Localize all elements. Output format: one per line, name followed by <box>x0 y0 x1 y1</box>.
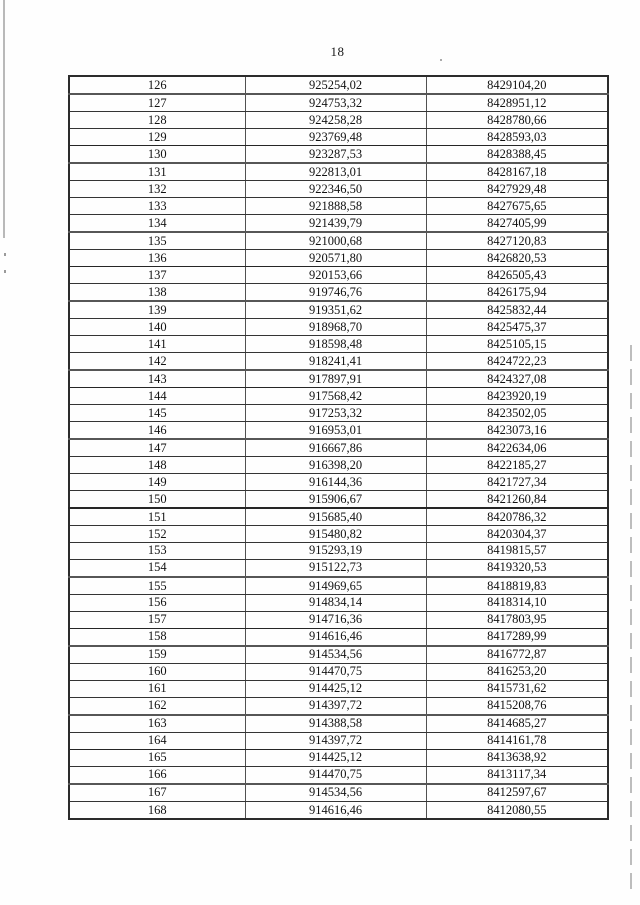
value-column-1-cell: 914397,72 <box>245 697 426 715</box>
table-row <box>69 542 608 559</box>
value-column-2-cell: 8428167,18 <box>426 163 608 181</box>
value-column-2-cell: 8422185,27 <box>426 456 608 473</box>
scan-artifact-left-edge <box>3 0 5 238</box>
table-row <box>69 283 608 301</box>
value-column-1-cell: 922346,50 <box>245 181 426 198</box>
table-row <box>69 801 608 819</box>
value-column-1-cell: 915480,82 <box>245 525 426 542</box>
value-column-1-cell: 923287,53 <box>245 146 426 164</box>
value-column-2-cell: 8413638,92 <box>426 749 608 766</box>
table-row <box>69 301 608 319</box>
value-column-1-cell: 917568,42 <box>245 387 426 404</box>
table-row <box>69 250 608 267</box>
value-column-1-cell: 920153,66 <box>245 267 426 284</box>
table-row <box>69 335 608 352</box>
row-index-cell: 149 <box>69 473 245 490</box>
row-index-cell: 144 <box>69 387 245 404</box>
table-row <box>69 129 608 146</box>
value-column-2-cell: 8413117,34 <box>426 766 608 784</box>
row-index-cell: 145 <box>69 404 245 421</box>
value-column-2-cell: 8412597,67 <box>426 784 608 802</box>
value-column-2-cell: 8419815,57 <box>426 542 608 559</box>
value-column-1-cell: 915685,40 <box>245 508 426 526</box>
value-column-1-cell: 924258,28 <box>245 112 426 129</box>
value-column-1-cell: 924753,32 <box>245 94 426 112</box>
table-row <box>69 94 608 112</box>
value-column-1-cell: 914425,12 <box>245 680 426 697</box>
value-column-1-cell: 916667,86 <box>245 439 426 457</box>
table-row <box>69 421 608 439</box>
table-row <box>69 163 608 181</box>
table-row <box>69 577 608 595</box>
value-column-1-cell: 914470,75 <box>245 663 426 680</box>
table-row <box>69 525 608 542</box>
row-index-cell: 130 <box>69 146 245 164</box>
table-row <box>69 473 608 490</box>
row-index-cell: 141 <box>69 335 245 352</box>
table-row <box>69 749 608 766</box>
scan-artifact-speck <box>440 59 442 61</box>
table-row <box>69 404 608 421</box>
row-index-cell: 142 <box>69 352 245 370</box>
row-index-cell: 140 <box>69 319 245 336</box>
row-index-cell: 158 <box>69 628 245 646</box>
row-index-cell: 132 <box>69 181 245 198</box>
value-column-2-cell: 8427675,65 <box>426 198 608 215</box>
value-column-2-cell: 8420304,37 <box>426 525 608 542</box>
table-row <box>69 611 608 628</box>
row-index-cell: 160 <box>69 663 245 680</box>
value-column-1-cell: 918968,70 <box>245 319 426 336</box>
table-row <box>69 594 608 611</box>
page-number: 18 <box>330 44 345 59</box>
value-column-2-cell: 8421260,84 <box>426 490 608 508</box>
value-column-1-cell: 917897,91 <box>245 370 426 388</box>
value-column-2-cell: 8425105,15 <box>426 335 608 352</box>
row-index-cell: 137 <box>69 267 245 284</box>
table-body <box>69 76 608 819</box>
value-column-2-cell: 8423502,05 <box>426 404 608 421</box>
value-column-2-cell: 8417803,95 <box>426 611 608 628</box>
value-column-1-cell: 914534,56 <box>245 646 426 664</box>
value-column-1-cell: 914397,72 <box>245 732 426 749</box>
value-column-1-cell: 914388,58 <box>245 715 426 733</box>
value-column-1-cell: 916144,36 <box>245 473 426 490</box>
table-row <box>69 646 608 664</box>
table-row <box>69 387 608 404</box>
value-column-2-cell: 8414685,27 <box>426 715 608 733</box>
row-index-cell: 156 <box>69 594 245 611</box>
row-index-cell: 126 <box>69 76 245 94</box>
value-column-1-cell: 915906,67 <box>245 490 426 508</box>
value-column-1-cell: 921000,68 <box>245 232 426 250</box>
table-row <box>69 112 608 129</box>
value-column-2-cell: 8428593,03 <box>426 129 608 146</box>
row-index-cell: 164 <box>69 732 245 749</box>
value-column-1-cell: 919351,62 <box>245 301 426 319</box>
value-column-1-cell: 921439,79 <box>245 215 426 233</box>
value-column-2-cell: 8426175,94 <box>426 283 608 301</box>
row-index-cell: 129 <box>69 129 245 146</box>
value-column-2-cell: 8419320,53 <box>426 559 608 577</box>
table-row <box>69 181 608 198</box>
value-column-1-cell: 921888,58 <box>245 198 426 215</box>
row-index-cell: 143 <box>69 370 245 388</box>
table-row <box>69 267 608 284</box>
scan-artifact-dot <box>4 253 6 256</box>
value-column-2-cell: 8424722,23 <box>426 352 608 370</box>
table-row <box>69 490 608 508</box>
row-index-cell: 167 <box>69 784 245 802</box>
value-column-2-cell: 8421727,34 <box>426 473 608 490</box>
table-row <box>69 319 608 336</box>
row-index-cell: 151 <box>69 508 245 526</box>
value-column-2-cell: 8415208,76 <box>426 697 608 715</box>
value-column-1-cell: 925254,02 <box>245 76 426 94</box>
row-index-cell: 157 <box>69 611 245 628</box>
row-index-cell: 150 <box>69 490 245 508</box>
row-index-cell: 153 <box>69 542 245 559</box>
row-index-cell: 146 <box>69 421 245 439</box>
table-row <box>69 508 608 526</box>
value-column-1-cell: 914616,46 <box>245 628 426 646</box>
table-row <box>69 370 608 388</box>
table-row <box>69 146 608 164</box>
row-index-cell: 135 <box>69 232 245 250</box>
value-column-2-cell: 8425832,44 <box>426 301 608 319</box>
row-index-cell: 159 <box>69 646 245 664</box>
value-column-2-cell: 8420786,32 <box>426 508 608 526</box>
value-column-2-cell: 8418819,83 <box>426 577 608 595</box>
scan-artifact-dot <box>4 270 6 273</box>
value-column-1-cell: 914534,56 <box>245 784 426 802</box>
value-column-1-cell: 923769,48 <box>245 129 426 146</box>
value-column-1-cell: 914470,75 <box>245 766 426 784</box>
row-index-cell: 166 <box>69 766 245 784</box>
row-index-cell: 136 <box>69 250 245 267</box>
value-column-1-cell: 914616,46 <box>245 801 426 819</box>
value-column-1-cell: 914969,65 <box>245 577 426 595</box>
table-row <box>69 76 608 94</box>
value-column-2-cell: 8428780,66 <box>426 112 608 129</box>
value-column-2-cell: 8427120,83 <box>426 232 608 250</box>
value-column-2-cell: 8418314,10 <box>426 594 608 611</box>
value-column-2-cell: 8414161,78 <box>426 732 608 749</box>
value-column-1-cell: 915293,19 <box>245 542 426 559</box>
table-row <box>69 215 608 233</box>
value-column-2-cell: 8428388,45 <box>426 146 608 164</box>
table-row <box>69 559 608 577</box>
scan-artifact-right-edge <box>630 345 632 897</box>
value-column-2-cell: 8416772,87 <box>426 646 608 664</box>
value-column-2-cell: 8415731,62 <box>426 680 608 697</box>
row-index-cell: 128 <box>69 112 245 129</box>
value-column-2-cell: 8426505,43 <box>426 267 608 284</box>
row-index-cell: 162 <box>69 697 245 715</box>
row-index-cell: 148 <box>69 456 245 473</box>
table-row <box>69 732 608 749</box>
value-column-2-cell: 8416253,20 <box>426 663 608 680</box>
row-index-cell: 155 <box>69 577 245 595</box>
value-column-1-cell: 922813,01 <box>245 163 426 181</box>
row-index-cell: 154 <box>69 559 245 577</box>
value-column-2-cell: 8412080,55 <box>426 801 608 819</box>
row-index-cell: 147 <box>69 439 245 457</box>
data-table <box>68 75 609 820</box>
row-index-cell: 133 <box>69 198 245 215</box>
value-column-2-cell: 8422634,06 <box>426 439 608 457</box>
value-column-2-cell: 8423920,19 <box>426 387 608 404</box>
table-row <box>69 680 608 697</box>
row-index-cell: 168 <box>147 802 167 817</box>
row-index-cell: 134 <box>69 215 245 233</box>
row-index-cell: 161 <box>69 680 245 697</box>
value-column-1-cell: 914716,36 <box>245 611 426 628</box>
row-index-cell: 165 <box>69 749 245 766</box>
table-row <box>69 232 608 250</box>
value-column-1-cell: 914425,12 <box>245 749 426 766</box>
value-column-1-cell: 915122,73 <box>245 559 426 577</box>
value-column-1-cell: 917253,32 <box>245 404 426 421</box>
value-column-2-cell: 8424327,08 <box>426 370 608 388</box>
value-column-1-cell: 914834,14 <box>245 594 426 611</box>
row-index-cell: 152 <box>69 525 245 542</box>
table-row <box>69 456 608 473</box>
table-row <box>69 439 608 457</box>
value-column-2-cell: 8427405,99 <box>426 215 608 233</box>
value-column-2-cell: 8423073,16 <box>426 421 608 439</box>
table-row <box>69 784 608 802</box>
table-row <box>69 697 608 715</box>
table-row <box>69 628 608 646</box>
value-column-2-cell: 8426820,53 <box>426 250 608 267</box>
table-row <box>69 715 608 733</box>
value-column-2-cell: 8427929,48 <box>426 181 608 198</box>
table-row <box>69 198 608 215</box>
row-index-cell: 163 <box>69 715 245 733</box>
value-column-1-cell: 918598,48 <box>245 335 426 352</box>
table-row <box>69 663 608 680</box>
value-column-2-cell: 8425475,37 <box>426 319 608 336</box>
value-column-1-cell: 916398,20 <box>245 456 426 473</box>
value-column-1-cell: 918241,41 <box>245 352 426 370</box>
table-row <box>69 766 608 784</box>
value-column-1-cell: 920571,80 <box>245 250 426 267</box>
row-index-cell: 127 <box>69 94 245 112</box>
value-column-2-cell: 8428951,12 <box>426 94 608 112</box>
table-row <box>69 352 608 370</box>
value-column-2-cell: 8429104,20 <box>426 76 608 94</box>
row-index-cell: 131 <box>69 163 245 181</box>
row-index-cell: 138 <box>69 283 245 301</box>
row-index-cell: 139 <box>69 301 245 319</box>
value-column-1-cell: 919746,76 <box>245 283 426 301</box>
value-column-2-cell: 8417289,99 <box>426 628 608 646</box>
value-column-1-cell: 916953,01 <box>245 421 426 439</box>
